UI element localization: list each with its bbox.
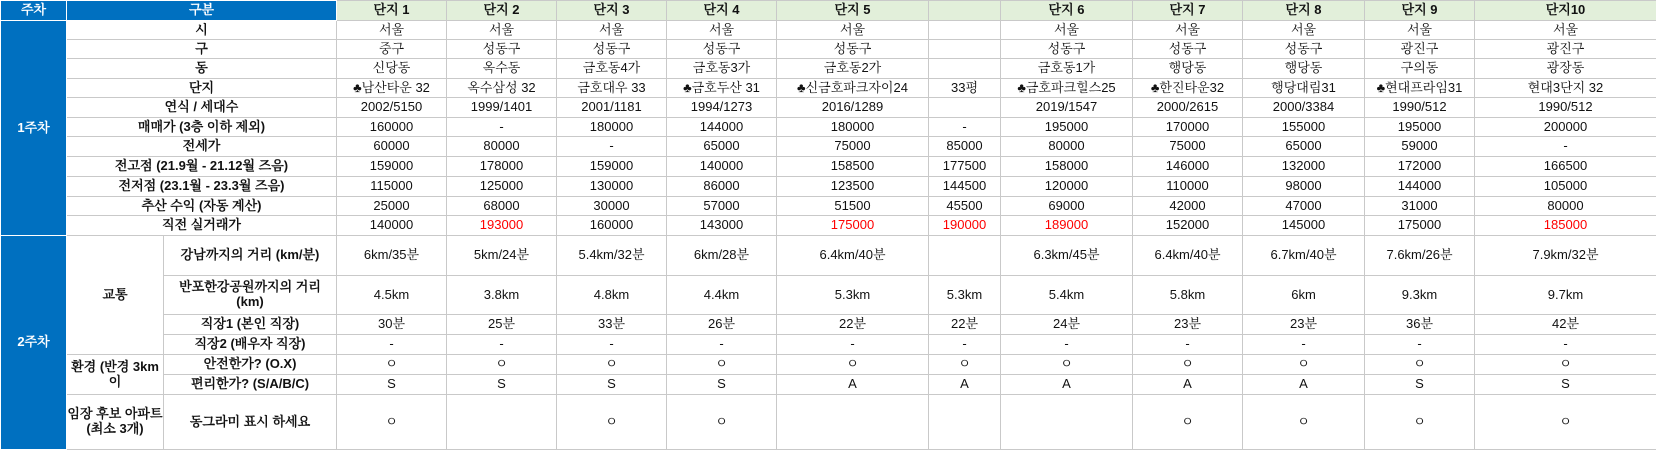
data-cell[interactable]: 155000 bbox=[1243, 118, 1365, 137]
data-cell[interactable]: 5km/24분 bbox=[447, 236, 557, 276]
data-cell[interactable]: 158500 bbox=[777, 157, 929, 177]
data-cell[interactable]: ㅇ bbox=[929, 355, 1001, 375]
table-row bbox=[1, 355, 1656, 375]
data-cell[interactable]: 160000 bbox=[337, 118, 447, 137]
data-cell[interactable]: 59000 bbox=[1365, 137, 1475, 157]
data-cell[interactable]: 6.4km/40분 bbox=[1133, 236, 1243, 276]
data-cell[interactable]: 23분 bbox=[1243, 315, 1365, 335]
data-cell[interactable]: 36분 bbox=[1365, 315, 1475, 335]
complex-header[interactable]: 단지 3 bbox=[557, 1, 667, 21]
data-cell[interactable]: ㅇ bbox=[557, 355, 667, 375]
data-cell[interactable]: - bbox=[1243, 335, 1365, 355]
data-cell[interactable]: S bbox=[1365, 375, 1475, 395]
data-cell[interactable]: 서울 bbox=[1365, 21, 1475, 40]
header-row bbox=[1, 1, 1656, 21]
data-cell[interactable]: - bbox=[777, 335, 929, 355]
data-cell[interactable]: 성동구 bbox=[1001, 40, 1133, 59]
data-cell[interactable]: 26분 bbox=[667, 315, 777, 335]
data-cell[interactable]: 80000 bbox=[1001, 137, 1133, 157]
data-cell[interactable]: 광진구 bbox=[1365, 40, 1475, 59]
data-cell[interactable]: 185000 bbox=[1475, 216, 1656, 236]
data-cell[interactable]: ㅇ bbox=[1365, 395, 1475, 450]
data-cell[interactable] bbox=[929, 98, 1001, 118]
table-row bbox=[1, 98, 1656, 118]
data-cell[interactable]: - bbox=[557, 137, 667, 157]
complex-header[interactable]: 단지 8 bbox=[1243, 1, 1365, 21]
data-cell[interactable]: 80000 bbox=[447, 137, 557, 157]
data-cell[interactable]: 123500 bbox=[777, 177, 929, 197]
data-cell[interactable]: 130000 bbox=[557, 177, 667, 197]
data-cell[interactable] bbox=[929, 236, 1001, 276]
data-cell[interactable]: - bbox=[1365, 335, 1475, 355]
data-cell[interactable]: 33평 bbox=[929, 79, 1001, 98]
complex-header[interactable]: 단지 2 bbox=[447, 1, 557, 21]
complex-header[interactable]: 단지 4 bbox=[667, 1, 777, 21]
data-cell[interactable]: 서울 bbox=[1133, 21, 1243, 40]
data-cell[interactable]: 152000 bbox=[1133, 216, 1243, 236]
complex-header[interactable]: 단지 6 bbox=[1001, 1, 1133, 21]
data-cell[interactable]: 68000 bbox=[447, 197, 557, 216]
data-cell[interactable]: 금호동4가 bbox=[557, 59, 667, 79]
data-cell[interactable]: 2016/1289 bbox=[777, 98, 929, 118]
row-label[interactable]: 직장1 (본인 직장) bbox=[164, 315, 337, 335]
table-row bbox=[1, 177, 1656, 197]
table-row bbox=[1, 335, 1656, 355]
data-cell[interactable]: - bbox=[447, 118, 557, 137]
data-cell[interactable]: 69000 bbox=[1001, 197, 1133, 216]
data-cell[interactable]: - bbox=[929, 335, 1001, 355]
data-cell[interactable]: 6km/35분 bbox=[337, 236, 447, 276]
data-cell[interactable]: - bbox=[337, 335, 447, 355]
data-cell[interactable]: 144000 bbox=[667, 118, 777, 137]
data-cell[interactable] bbox=[447, 395, 557, 450]
data-cell[interactable]: S bbox=[337, 375, 447, 395]
data-cell[interactable]: ㅇ bbox=[667, 395, 777, 450]
data-cell[interactable]: 105000 bbox=[1475, 177, 1656, 197]
data-cell[interactable]: 110000 bbox=[1133, 177, 1243, 197]
data-cell[interactable]: - bbox=[1001, 335, 1133, 355]
table-row bbox=[1, 236, 1656, 276]
data-cell[interactable] bbox=[1001, 395, 1133, 450]
data-cell[interactable]: 서울 bbox=[337, 21, 447, 40]
data-cell[interactable]: 65000 bbox=[1243, 137, 1365, 157]
row-label[interactable]: 편리한가? (S/A/B/C) bbox=[164, 375, 337, 395]
row-label[interactable]: 구 bbox=[67, 40, 337, 59]
row-label[interactable]: 강남까지의 거리 (km/분) bbox=[164, 236, 337, 276]
complex-header[interactable]: 단지 1 bbox=[337, 1, 447, 21]
data-cell[interactable]: A bbox=[1001, 375, 1133, 395]
data-cell[interactable]: 143000 bbox=[667, 216, 777, 236]
row-label[interactable]: 추산 수익 (자동 계산) bbox=[67, 197, 337, 216]
data-cell[interactable]: 190000 bbox=[929, 216, 1001, 236]
data-cell[interactable]: 7.9km/32분 bbox=[1475, 236, 1656, 276]
data-cell[interactable]: ㅇ bbox=[1243, 395, 1365, 450]
data-cell[interactable]: 175000 bbox=[777, 216, 929, 236]
category-header[interactable]: 구분 bbox=[67, 1, 337, 21]
data-cell[interactable]: 195000 bbox=[1001, 118, 1133, 137]
data-cell[interactable]: 성동구 bbox=[667, 40, 777, 59]
data-cell[interactable]: ♣신금호파크자이24 bbox=[777, 79, 929, 98]
data-cell[interactable]: 193000 bbox=[447, 216, 557, 236]
data-cell[interactable]: 30분 bbox=[337, 315, 447, 335]
data-cell[interactable]: ㅇ bbox=[1001, 355, 1133, 375]
data-cell[interactable]: 22분 bbox=[777, 315, 929, 335]
data-cell[interactable]: ㅇ bbox=[1475, 395, 1656, 450]
week-label[interactable]: 2주차 bbox=[1, 236, 67, 450]
data-cell[interactable]: 6km bbox=[1243, 276, 1365, 315]
data-cell[interactable]: 172000 bbox=[1365, 157, 1475, 177]
row-label[interactable]: 단지 bbox=[67, 79, 337, 98]
data-cell[interactable]: 중구 bbox=[337, 40, 447, 59]
data-cell[interactable]: 31000 bbox=[1365, 197, 1475, 216]
data-cell[interactable]: S bbox=[1475, 375, 1656, 395]
data-cell[interactable]: 115000 bbox=[337, 177, 447, 197]
data-cell[interactable]: A bbox=[929, 375, 1001, 395]
data-cell[interactable]: 서울 bbox=[777, 21, 929, 40]
data-cell[interactable]: 170000 bbox=[1133, 118, 1243, 137]
table-row bbox=[1, 21, 1656, 40]
data-cell[interactable]: ㅇ bbox=[1365, 355, 1475, 375]
data-cell[interactable]: 1990/512 bbox=[1475, 98, 1656, 118]
data-cell[interactable]: A bbox=[1243, 375, 1365, 395]
row-label[interactable]: 전세가 bbox=[67, 137, 337, 157]
table-row bbox=[1, 395, 1656, 450]
data-cell[interactable]: 98000 bbox=[1243, 177, 1365, 197]
data-cell[interactable]: 금호동1가 bbox=[1001, 59, 1133, 79]
data-cell[interactable]: 현대3단지 32 bbox=[1475, 79, 1656, 98]
data-cell[interactable]: 57000 bbox=[667, 197, 777, 216]
data-cell[interactable]: ♣한진타운32 bbox=[1133, 79, 1243, 98]
row-label[interactable]: 연식 / 세대수 bbox=[67, 98, 337, 118]
data-cell[interactable]: S bbox=[667, 375, 777, 395]
row-label[interactable]: 동 bbox=[67, 59, 337, 79]
data-cell[interactable]: 성동구 bbox=[1133, 40, 1243, 59]
data-cell[interactable]: 177500 bbox=[929, 157, 1001, 177]
data-cell[interactable]: 행당대림31 bbox=[1243, 79, 1365, 98]
data-cell[interactable]: 4.8km bbox=[557, 276, 667, 315]
table-row bbox=[1, 216, 1656, 236]
data-cell[interactable]: 2001/1181 bbox=[557, 98, 667, 118]
data-cell[interactable] bbox=[929, 59, 1001, 79]
data-cell[interactable] bbox=[929, 40, 1001, 59]
row-label[interactable]: 전고점 (21.9월 - 21.12월 즈음) bbox=[67, 157, 337, 177]
data-cell[interactable]: 45500 bbox=[929, 197, 1001, 216]
week-label[interactable]: 1주차 bbox=[1, 21, 67, 236]
data-cell[interactable]: 180000 bbox=[777, 118, 929, 137]
table-row bbox=[1, 157, 1656, 177]
complex-header[interactable] bbox=[929, 1, 1001, 21]
data-cell[interactable]: 25분 bbox=[447, 315, 557, 335]
data-cell[interactable]: ♣금호두산 31 bbox=[667, 79, 777, 98]
data-cell[interactable]: 144500 bbox=[929, 177, 1001, 197]
data-cell[interactable]: - bbox=[929, 118, 1001, 137]
data-cell[interactable]: A bbox=[1133, 375, 1243, 395]
data-cell[interactable]: ♣현대프라임31 bbox=[1365, 79, 1475, 98]
data-cell[interactable]: 51500 bbox=[777, 197, 929, 216]
data-cell[interactable]: 30000 bbox=[557, 197, 667, 216]
data-cell[interactable]: ㅇ bbox=[337, 355, 447, 375]
data-cell[interactable]: A bbox=[777, 375, 929, 395]
table-row bbox=[1, 118, 1656, 137]
table-row bbox=[1, 79, 1656, 98]
data-cell[interactable]: 광진구 bbox=[1475, 40, 1656, 59]
data-cell[interactable]: 166500 bbox=[1475, 157, 1656, 177]
table-row bbox=[1, 375, 1656, 395]
row-label[interactable]: 직장2 (배우자 직장) bbox=[164, 335, 337, 355]
data-cell[interactable]: - bbox=[557, 335, 667, 355]
data-cell[interactable]: 5.3km bbox=[929, 276, 1001, 315]
data-cell[interactable]: S bbox=[447, 375, 557, 395]
data-cell[interactable]: - bbox=[667, 335, 777, 355]
environment-category[interactable]: 환경 (반경 3km이 bbox=[67, 355, 164, 395]
data-cell[interactable]: 200000 bbox=[1475, 118, 1656, 137]
data-cell[interactable]: 구의동 bbox=[1365, 59, 1475, 79]
data-cell[interactable]: 서울 bbox=[447, 21, 557, 40]
data-cell[interactable]: 23분 bbox=[1133, 315, 1243, 335]
data-cell[interactable]: 7.6km/26분 bbox=[1365, 236, 1475, 276]
data-cell[interactable]: 159000 bbox=[557, 157, 667, 177]
complex-header[interactable]: 단지 9 bbox=[1365, 1, 1475, 21]
row-label[interactable]: 반포한강공원까지의 거리 (km) bbox=[164, 276, 337, 315]
data-cell[interactable]: 5.3km bbox=[777, 276, 929, 315]
data-cell[interactable]: ㅇ bbox=[557, 395, 667, 450]
data-cell[interactable]: 33분 bbox=[557, 315, 667, 335]
data-cell[interactable]: ㅇ bbox=[667, 355, 777, 375]
data-cell[interactable]: ㅇ bbox=[1475, 355, 1656, 375]
data-cell[interactable]: ㅇ bbox=[777, 355, 929, 375]
data-cell[interactable]: 140000 bbox=[667, 157, 777, 177]
table-row bbox=[1, 315, 1656, 335]
data-cell[interactable]: ㅇ bbox=[337, 395, 447, 450]
data-cell[interactable]: 5.8km bbox=[1133, 276, 1243, 315]
data-cell[interactable]: 140000 bbox=[337, 216, 447, 236]
data-cell[interactable] bbox=[777, 395, 929, 450]
data-cell[interactable]: 9.3km bbox=[1365, 276, 1475, 315]
data-cell[interactable]: ㅇ bbox=[1243, 355, 1365, 375]
data-cell[interactable]: 146000 bbox=[1133, 157, 1243, 177]
data-cell[interactable]: 성동구 bbox=[777, 40, 929, 59]
data-cell[interactable]: 5.4km/32분 bbox=[557, 236, 667, 276]
data-cell[interactable]: ㅇ bbox=[447, 355, 557, 375]
data-cell[interactable]: 47000 bbox=[1243, 197, 1365, 216]
data-cell[interactable]: ㅇ bbox=[1133, 395, 1243, 450]
data-cell[interactable]: 금호대우 33 bbox=[557, 79, 667, 98]
data-cell[interactable]: 성동구 bbox=[1243, 40, 1365, 59]
data-cell[interactable]: 2000/2615 bbox=[1133, 98, 1243, 118]
transport-category[interactable]: 교통 bbox=[67, 236, 164, 355]
data-cell[interactable]: 행당동 bbox=[1243, 59, 1365, 79]
data-cell[interactable]: 6.4km/40분 bbox=[777, 236, 929, 276]
data-cell[interactable]: 서울 bbox=[557, 21, 667, 40]
data-cell[interactable]: ㅇ bbox=[1133, 355, 1243, 375]
data-cell[interactable]: 서울 bbox=[667, 21, 777, 40]
data-cell[interactable]: 행당동 bbox=[1133, 59, 1243, 79]
complex-header[interactable]: 단지10 bbox=[1475, 1, 1656, 21]
row-label[interactable]: 동그라미 표시 하세요 bbox=[164, 395, 337, 450]
data-cell[interactable]: 금호동3가 bbox=[667, 59, 777, 79]
data-cell[interactable]: S bbox=[557, 375, 667, 395]
data-cell[interactable]: 86000 bbox=[667, 177, 777, 197]
data-cell[interactable]: - bbox=[1475, 335, 1656, 355]
data-cell[interactable]: - bbox=[1133, 335, 1243, 355]
data-cell[interactable]: 1999/1401 bbox=[447, 98, 557, 118]
data-cell[interactable]: 25000 bbox=[337, 197, 447, 216]
data-cell[interactable]: 175000 bbox=[1365, 216, 1475, 236]
row-label[interactable]: 전저점 (23.1월 - 23.3월 즈음) bbox=[67, 177, 337, 197]
data-cell[interactable]: ♣남산타운 32 bbox=[337, 79, 447, 98]
data-cell[interactable]: 145000 bbox=[1243, 216, 1365, 236]
row-label[interactable]: 안전한가? (O.X) bbox=[164, 355, 337, 375]
data-cell[interactable]: 160000 bbox=[557, 216, 667, 236]
week-header[interactable]: 주차 bbox=[1, 1, 67, 21]
data-cell[interactable]: 75000 bbox=[777, 137, 929, 157]
data-cell[interactable]: 금호동2가 bbox=[777, 59, 929, 79]
data-cell[interactable] bbox=[929, 395, 1001, 450]
data-cell[interactable]: 성동구 bbox=[447, 40, 557, 59]
data-cell[interactable]: - bbox=[447, 335, 557, 355]
table-row bbox=[1, 40, 1656, 59]
candidate-category[interactable]: 임장 후보 아파트 (최소 3개) bbox=[67, 395, 164, 450]
data-cell[interactable]: 189000 bbox=[1001, 216, 1133, 236]
data-cell[interactable]: 서울 bbox=[1475, 21, 1656, 40]
data-cell[interactable]: 6.3km/45분 bbox=[1001, 236, 1133, 276]
data-cell[interactable] bbox=[929, 21, 1001, 40]
data-cell[interactable]: ♣금호파크힐스25 bbox=[1001, 79, 1133, 98]
data-cell[interactable]: 132000 bbox=[1243, 157, 1365, 177]
data-cell[interactable]: 옥수삼성 32 bbox=[447, 79, 557, 98]
data-cell[interactable]: 옥수동 bbox=[447, 59, 557, 79]
data-cell[interactable]: 4.5km bbox=[337, 276, 447, 315]
complex-header[interactable]: 단지 7 bbox=[1133, 1, 1243, 21]
data-cell[interactable]: 1994/1273 bbox=[667, 98, 777, 118]
data-cell[interactable]: - bbox=[1475, 137, 1656, 157]
data-cell[interactable]: 80000 bbox=[1475, 197, 1656, 216]
data-cell[interactable]: 2000/3384 bbox=[1243, 98, 1365, 118]
data-cell[interactable]: 159000 bbox=[337, 157, 447, 177]
data-cell[interactable]: 178000 bbox=[447, 157, 557, 177]
row-label[interactable]: 직전 실거래가 bbox=[67, 216, 337, 236]
data-cell[interactable]: 9.7km bbox=[1475, 276, 1656, 315]
data-cell[interactable]: 3.8km bbox=[447, 276, 557, 315]
table-row bbox=[1, 197, 1656, 216]
data-cell[interactable]: 광장동 bbox=[1475, 59, 1656, 79]
data-cell[interactable]: 125000 bbox=[447, 177, 557, 197]
data-cell[interactable]: 180000 bbox=[557, 118, 667, 137]
data-cell[interactable]: 42분 bbox=[1475, 315, 1656, 335]
row-label[interactable]: 매매가 (3층 이하 제외) bbox=[67, 118, 337, 137]
complex-header[interactable]: 단지 5 bbox=[777, 1, 929, 21]
data-cell[interactable]: 1990/512 bbox=[1365, 98, 1475, 118]
data-cell[interactable]: 서울 bbox=[1243, 21, 1365, 40]
data-cell[interactable]: 신당동 bbox=[337, 59, 447, 79]
data-cell[interactable]: 158000 bbox=[1001, 157, 1133, 177]
data-cell[interactable]: 195000 bbox=[1365, 118, 1475, 137]
data-cell[interactable]: 42000 bbox=[1133, 197, 1243, 216]
data-cell[interactable]: 75000 bbox=[1133, 137, 1243, 157]
data-cell[interactable]: 120000 bbox=[1001, 177, 1133, 197]
data-cell[interactable]: 6km/28분 bbox=[667, 236, 777, 276]
data-cell[interactable]: 6.7km/40분 bbox=[1243, 236, 1365, 276]
data-cell[interactable]: 성동구 bbox=[557, 40, 667, 59]
data-cell[interactable]: 144000 bbox=[1365, 177, 1475, 197]
data-cell[interactable]: 22분 bbox=[929, 315, 1001, 335]
data-cell[interactable]: 65000 bbox=[667, 137, 777, 157]
row-label[interactable]: 시 bbox=[67, 21, 337, 40]
table-row bbox=[1, 59, 1656, 79]
data-cell[interactable]: 24분 bbox=[1001, 315, 1133, 335]
data-cell[interactable]: 5.4km bbox=[1001, 276, 1133, 315]
data-cell[interactable]: 60000 bbox=[337, 137, 447, 157]
data-cell[interactable]: 2019/1547 bbox=[1001, 98, 1133, 118]
data-cell[interactable]: 서울 bbox=[1001, 21, 1133, 40]
table-row bbox=[1, 137, 1656, 157]
data-cell[interactable]: 4.4km bbox=[667, 276, 777, 315]
data-cell[interactable]: 2002/5150 bbox=[337, 98, 447, 118]
data-cell[interactable]: 85000 bbox=[929, 137, 1001, 157]
table-row bbox=[1, 276, 1656, 315]
